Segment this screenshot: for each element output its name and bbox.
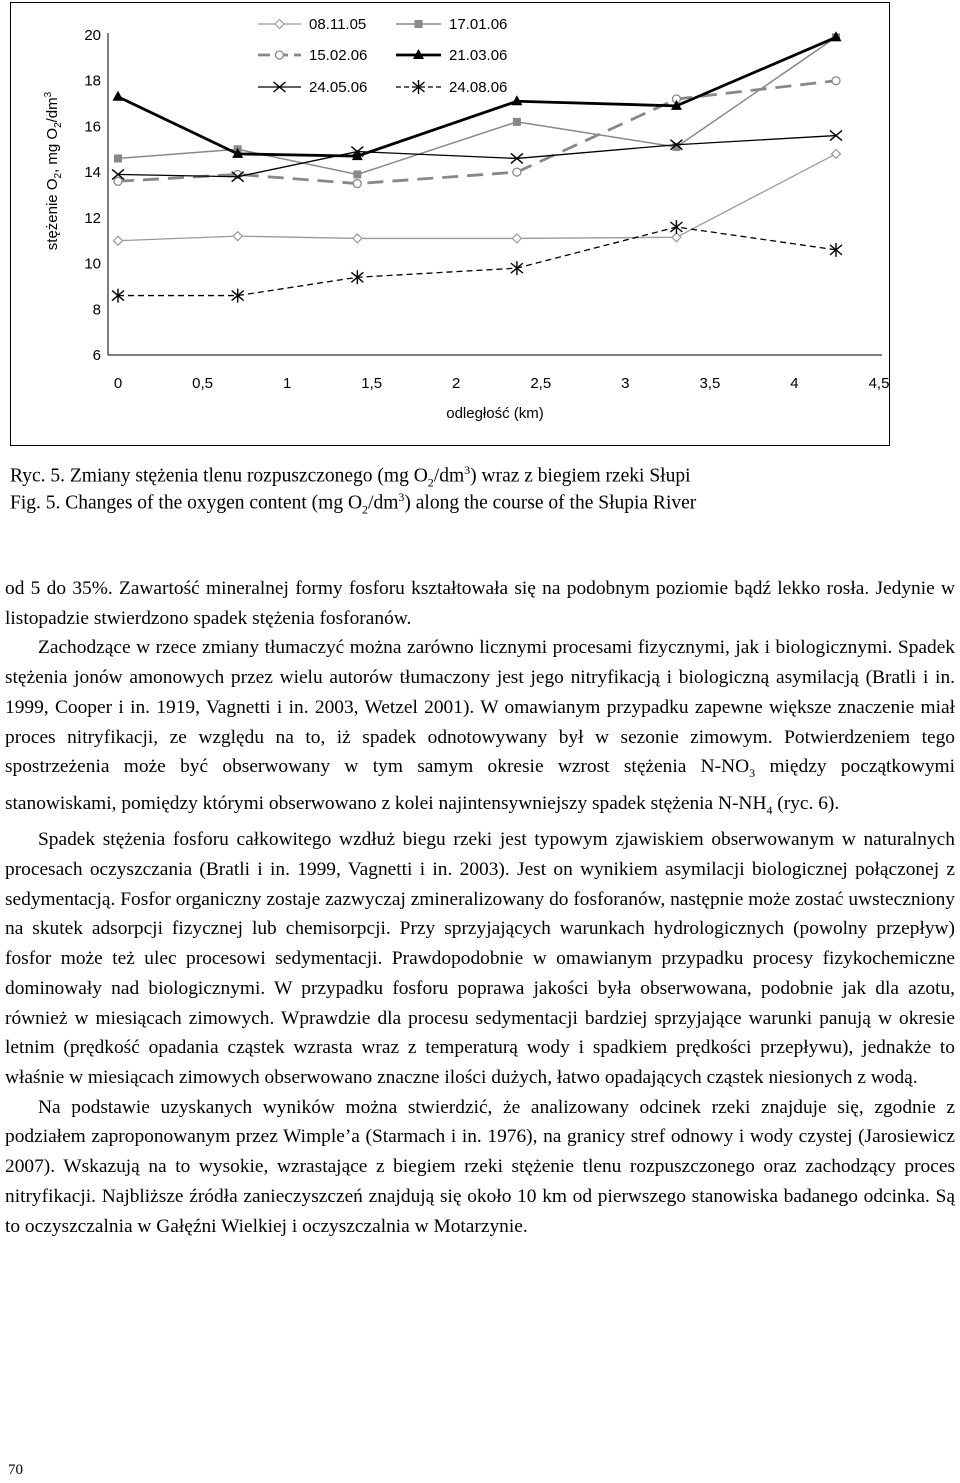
y-tick-label: 12	[84, 209, 101, 227]
square-marker	[513, 118, 521, 126]
figure-caption-en: Fig. 5. Changes of the oxygen content (mg $O_2/dm^3$) along the course of the Słupia River	[10, 490, 697, 517]
diamond-marker	[512, 234, 521, 243]
circle-marker	[832, 77, 840, 85]
x-tick-label: 0,5	[192, 375, 213, 392]
y-tick-label: 8	[92, 301, 101, 319]
legend-label: 24.05.06	[309, 79, 368, 96]
triangle-marker	[113, 91, 124, 101]
diamond-marker	[353, 234, 362, 243]
chart-frame	[10, 2, 890, 446]
legend-label: 08.11.05	[309, 16, 367, 33]
y-tick-label: 16	[84, 118, 101, 136]
legend	[258, 16, 507, 96]
x-tick-label: 1,5	[361, 375, 383, 392]
series-08.11.05	[114, 149, 841, 245]
legend-label: 24.08.06	[449, 79, 508, 96]
x-tick-label: 4	[790, 375, 799, 392]
x-tick-label: 3	[621, 375, 630, 392]
y-tick-label: 18	[84, 72, 101, 90]
x-tick-label: 2	[452, 375, 461, 392]
x-tick-label: 0	[113, 375, 123, 392]
star-marker	[511, 261, 523, 275]
square-marker	[353, 170, 361, 178]
diamond-marker	[114, 236, 123, 245]
diamond-marker	[275, 20, 284, 29]
legend-label: 21.03.06	[449, 47, 508, 64]
oxygen-line-chart	[11, 3, 891, 447]
x-tick-label: 1	[282, 375, 292, 392]
series-24.08.06	[112, 220, 842, 303]
square-marker	[114, 154, 122, 162]
figure-caption-pl: Ryc. 5. Zmiany stężenia tlenu rozpuszczonego (mg $O_2/dm^3$) wraz z biegiem rzeki Słupi	[10, 463, 691, 490]
series-line	[118, 227, 836, 296]
circle-marker	[114, 177, 122, 185]
star-marker	[670, 220, 682, 234]
y-tick-label: 14	[84, 164, 101, 182]
y-axis-label: stężenie $O_2$, mg $O_2/dm^3$	[43, 91, 64, 251]
x-tick-label: 4,5	[868, 375, 890, 392]
paragraph-2: Zachodzące w rzece zmiany tłumaczyć można zarówno licznymi procesami fizycznymi, jak i biologicznymi. Spadek stężenia jonów amonowych przez wielu autorów tłumaczony jest jego nitryfikacją i biologiczną asymilacją (Bratli i in. 1999, Cooper i in. 1919, Vagnetti i in. 2003, Wetzel 2001). W omawianym przypadku zapewne większe znaczenie miał proces nitryfikacji, ze względu na to, iż spadek odnotowywany był w sezonie zimowym. Potwierdzeniem tego spostrzeżenia może być obserwowany w tym samym okresie wzrost stężenia $N-NO_3$ między początkowymi stanowiskami, pomiędzy którymi obserwowano z kolei najintensywniejszy spadek stężenia $N-NH_4$ (ryc. 6).	[5, 637, 955, 817]
series-layer	[112, 31, 842, 302]
paragraph-3: Spadek stężenia fosforu całkowitego wzdłuż biegu rzeki jest typowym zjawiskiem obserwowanym w naturalnych procesach oczyszczania (Bratli i in. 1999, Vagnetti i in. 2003). Jest on wynikiem asymilacji biologicznej połączonej z sedymentacją. Fosfor organiczny zostaje zazwyczaj zmineralizowany do fosforanów, następnie może zostać uwsteczniony na skutek adsorpcji fizycznej lub chemisorpcji. Przy sprzyjających warunkach hydrologicznych (powolny przepływ) fosfor może też ulec procesowi sedymentacji. Prawdopodobnie w omawianym przypadku procesy fizykochemiczne dominowały nad biologicznymi. W przypadku fosforu poprawa jakości była obserwowana, podobnie jak dla azotu, również w miesiącach zimowych. Wprawdzie dla procesu sedymentacji bardziej sprzyjające warunki panują w okresie letnim (prędkość opadania cząstek wzrasta wraz z temperaturą wody i spadkiem prędkości przepływu), jednakże to właśnie w miesiącach zimowych obserwowano znaczne ilości dużych, łatwo opadających cząstek niesionych z wodą.	[5, 829, 955, 1088]
x-axis-label: odległość (km)	[446, 405, 544, 422]
page-number: 70	[8, 1462, 23, 1478]
paragraph-4: Na podstawie uzyskanych wyników można stwierdzić, że analizowany odcinek rzeki znajduje się, zgodnie z podziałem zaproponowanym przez Wimple’a (Starmach i in. 1976), na granicy stref odnowy i wody czystej (Jarosiewicz 2007). Wskazują na to wysokie, wzrastające z biegiem rzeki stężenie tlenu rozpuszczonego oraz zachodzący proces nitryfikacji. Najbliższe źródła zanieczyszczeń znajdują się około 10 km od pierwszego stanowiska badanego odcinka. Są to oczyszczalnia w Gałęźni Wielkiej i oczyszczalnia w Motarzynie.	[5, 1096, 955, 1237]
body-text	[5, 574, 955, 1241]
diamond-marker	[233, 232, 242, 241]
x-tick-label: 3,5	[699, 375, 721, 392]
diamond-marker	[672, 233, 681, 242]
legend-entry	[258, 47, 367, 64]
series-line	[118, 154, 836, 241]
paragraph-1: od 5 do 35%. Zawartość mineralnej formy fosforu kształtowała się na podobnym poziomie bądź lekko rosła. Jedynie w listopadzie stwierdzono spadek stężenia fosforanów.	[5, 578, 955, 629]
y-tick-label: 20	[84, 27, 101, 44]
legend-entry	[396, 16, 507, 33]
y-tick-labels	[84, 27, 101, 364]
legend-entry	[396, 47, 507, 64]
legend-entry	[396, 79, 507, 96]
legend-entry	[258, 79, 367, 96]
circle-marker	[353, 180, 361, 188]
y-tick-label: 10	[84, 255, 101, 273]
legend-label: 15.02.06	[309, 47, 368, 64]
series-line	[118, 81, 836, 184]
circle-marker	[513, 168, 521, 176]
diamond-marker	[832, 149, 841, 158]
series-line	[118, 136, 836, 177]
legend-entry	[258, 16, 366, 33]
y-tick-label: 6	[92, 347, 101, 364]
x-tick-labels	[114, 375, 890, 392]
square-marker	[415, 20, 423, 28]
legend-label: 17.01.06	[449, 16, 508, 33]
circle-marker	[276, 51, 284, 59]
x-tick-label: 2,5	[530, 375, 552, 392]
